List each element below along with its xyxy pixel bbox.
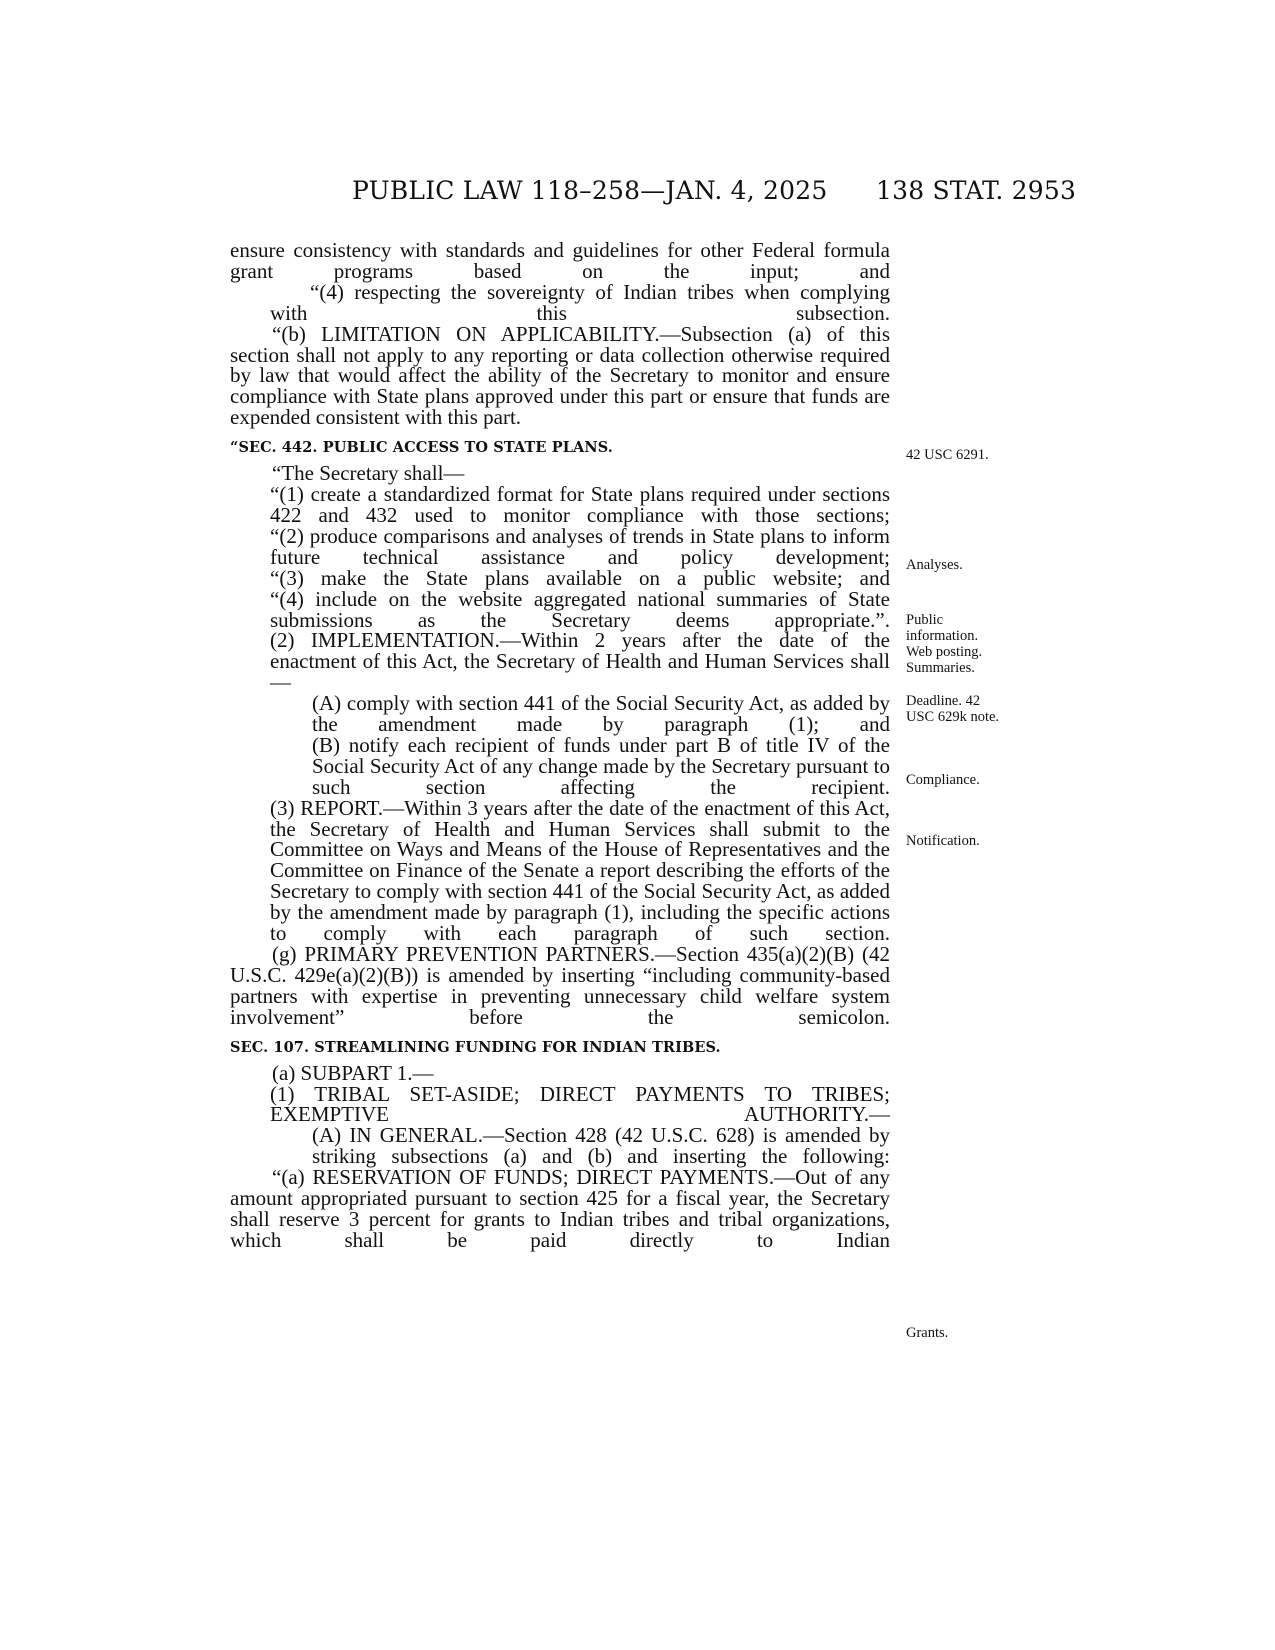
paragraph: (B) notify each recipient of funds under part B of title IV of the Social Security Act of any change made by the Secretary pursuant to such section affecting the recipient. [312,732,890,799]
paragraph: “(3) make the State plans available on a public website; and [270,565,890,590]
paragraph: ensure consistency with standards and guidelines for other Federal formula grant programs based on the input; and [230,238,890,283]
margin-note-public-information: Public information. Web posting. Summaries. [906,612,983,676]
paragraph: “(b) LIMITATION ON APPLICABILITY.—Subsection (a) of this section shall not apply to any reporting or data collection otherwise required by law that would affect the ability of the Secretary to monitor and ensure compliance with State plans approved under this part or ensure that funds are expended consistent with this part. [230,321,890,430]
section-heading: “SEC. 442. PUBLIC ACCESS TO STATE PLANS. [230,439,613,457]
paragraph: (a) SUBPART 1.— [272,1060,434,1085]
paragraph: (A) IN GENERAL.—Section 428 (42 U.S.C. 628) is amended by striking subsections (a) and (b) and inserting the following: [312,1123,890,1169]
margin-note-compliance: Compliance. [906,772,980,788]
paragraph: “(1) create a standardized format for State plans required under sections 422 and 432 used to monitor compliance with those sections; [270,482,890,527]
paragraph: (2) IMPLEMENTATION.—Within 2 years after the date of the enactment of this Act, the Secretary of Health and Human Services shall— [270,628,890,695]
margin-note-analyses: Analyses. [906,557,963,573]
paragraph: (g) PRIMARY PREVENTION PARTNERS.—Section 435(a)(2)(B) (42 U.S.C. 429e(a)(2)(B)) is amended by inserting “including community-based partners with expertise in preventing unnecessary child welfare system involvement” before the semicolon. [230,942,890,1029]
paragraph: (1) TRIBAL SET-ASIDE; DIRECT PAYMENTS TO TRIBES; EXEMPTIVE AUTHORITY.— [270,1081,890,1127]
document-body [230,240,890,1251]
paragraph: (A) comply with section 441 of the Social Security Act, as added by the amendment made by paragraph (1); and [312,691,890,737]
paragraph: “(2) produce comparisons and analyses of trends in State plans to inform future technical assistance and policy development; [270,523,890,569]
margin-note-deadline: Deadline. 42 USC 629k note. [906,693,1000,725]
running-header-title: PUBLIC LAW 118–258—JAN. 4, 2025 [352,176,828,205]
running-header-page-number: 138 STAT. 2953 [876,176,1077,205]
margin-note-usc-citation: 42 USC 6291. [906,447,989,463]
paragraph: (3) REPORT.—Within 3 years after the date of the enactment of this Act, the Secretary of Health and Human Services shall submit to the Committee on Ways and Means of the House of Representatives and the Committee on Finance of the Senate a report describing the efforts of the Secretary to comply with section 441 of the Social Security Act, as added by the amendment made by paragraph (1), including the specific actions to comply with each paragraph of such section. [270,795,890,946]
paragraph: “(4) include on the website aggregated national summaries of State submissions as the Secretary deems appropriate.”. [270,586,890,632]
paragraph: “(4) respecting the sovereignty of Indian tribes when complying with this subsection. [270,279,890,325]
section-heading: SEC. 107. STREAMLINING FUNDING FOR INDIAN TRIBES. [230,1038,721,1056]
paragraph: “The Secretary shall— [272,461,465,486]
paragraph: “(a) RESERVATION OF FUNDS; DIRECT PAYMENTS.—Out of any amount appropriated pursuant to section 425 for a fiscal year, the Secretary shall reserve 3 percent for grants to Indian tribes and tribal organizations, which shall be paid directly to Indian [230,1165,890,1252]
margin-note-grants: Grants. [906,1325,949,1341]
margin-note-notification: Notification. [906,833,980,849]
